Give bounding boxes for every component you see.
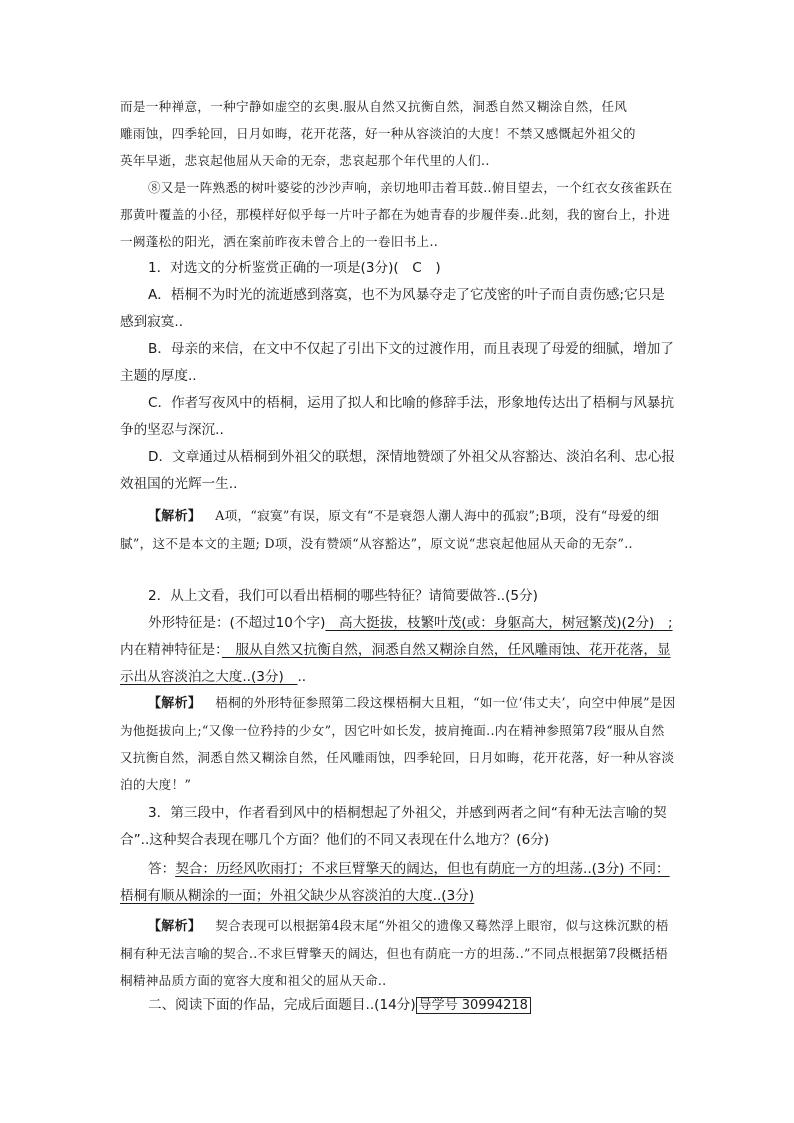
inner-tail: .. [297,669,307,685]
question-1-option-c: C．作者写夜风中的梧桐，运用了拟人和比喻的修辞手法，形象地传达出了梧桐与风暴抗争的坚忍与深沉.. [120,395,675,438]
question-1-option-b: B．母亲的来信，在文中不仅起了引出下文的过渡作用，而且表现了母爱的细腻，增加了主题的厚度.. [120,341,674,384]
analysis-text: A项，“寂寞”有误，原文有“不是衰怨人潮人海中的孤寂”;B项，没有“母爱的细腻”，这不是本文的主题; D项，没有赞颂“从容豁达”，原文说“悲哀起他屈从天命的无奈”.. [120,508,660,551]
section-2-heading [120,992,676,1019]
inner-answer: 服从自然又抗衡自然，洞悉自然又糊涂自然，任风雕雨蚀、花开花落，显示出从容淡泊之大度..(3分) [120,642,671,685]
answer-text: 契合：历经风吹雨打；不求巨臂擎天的阔达，但也有荫庇一方的坦荡..(3分) 不同：梧桐有顺从糊涂的一面；外祖父缺少从容淡泊的大度..(3分) [120,861,670,904]
section-2-text: 二、阅读下面的作品，完成后面题目..(14分) [148,997,416,1013]
analysis-text: 契合表现可以根据第4段末尾“外祖父的遗像又蓦然浮上眼帘，似与这株沉默的梧桐有种无法言喻的契合..不求巨臂擎天的阔达，但也有荫庇一方的坦荡..”不同点根据第7段概括梧桐精神品质方面的宽容大度和祖父的屈从天命.. [120,918,669,988]
passage-paragraph-8: ⑧又是一阵熟悉的树叶婆娑的沙沙声响，亲切地叩击着耳鼓..俯目望去，一个红衣女孩雀跃在那黄叶覆盖的小径，那模样好似乎每一片叶子都在为她青春的步履伴奏..此刻，我的窗台上，扑进一阙蓬松的阳光，洒在案前昨夜未曾合上的一卷旧书上.. [120,180,673,249]
passage-line: 雕雨蚀，四季轮回，日月如晦，花开花落，好一种从容淡泊的大度！不禁又感慨起外祖父的 [120,126,636,141]
question-2-outer-feature [120,610,676,637]
question-1-analysis [120,502,676,557]
inner-label: 内在精神特征是： [120,642,222,658]
question-3-stem: 3．第三段中，作者看到风中的梧桐想起了外祖父，并感到两者之间“有种无法言喻的契合”..这种契合表现在哪几个方面？他们的不同又表现在什么地方？(6分) [120,805,667,848]
passage-line: 英年早逝，悲哀起他屈从天命的无奈，悲哀起那个年代里的人们.. [120,153,490,168]
analysis-tag: 【解析】 [148,919,202,934]
outer-answer: 高大挺拔，枝繁叶茂(或：身躯高大，树冠繁茂)(2分) ; [325,615,673,631]
guide-number-box: 导学号 30994218 [416,997,531,1014]
question-2-analysis [120,689,676,798]
question-1-stem: 1．对选文的分析鉴赏正确的一项是(3分)( C ) [148,260,441,276]
question-3-analysis [120,912,676,994]
question-1-option-d: D．文章通过从梧桐到外祖父的联想，深情地赞颂了外祖父从容豁达、淡泊名利、忠心报效祖国的光辉一生.. [120,449,676,492]
answer-label: 答： [148,861,176,877]
question-2-stem: 2．从上文看，我们可以看出梧桐的哪些特征？请简要做答..(5分) [148,588,538,604]
question-2-inner-feature [120,637,676,691]
analysis-tag: 【解析】 [148,696,202,711]
analysis-tag: 【解析】 [148,509,202,524]
passage-line: 而是一种禅意，一种宁静如虚空的玄奥.服从自然又抗衡自然，洞悉自然又糊涂自然，任风 [120,99,628,114]
analysis-text: 梧桐的外形特征参照第二段这棵梧桐大且粗，“如一位‘伟丈夫’，向空中伸展”是因为他挺拔向上;“又像一位矜持的少女”，因它叶如长发，披肩掩面..内在精神参照第7段“服从自然又抗衡自然，洞悉自然又糊涂自然，任风雕雨蚀，四季轮回，日月如晦，花开花落，好一种从容淡泊的大度！” [120,695,676,792]
outer-label: 外形特征是：(不超过10个字) [148,615,326,631]
question-1-option-a: A．梧桐不为时光的流逝感到落寞，也不为风暴夺走了它茂密的叶子而自责伤感;它只是感到寂寞.. [120,287,665,330]
question-3-answer [120,856,676,910]
